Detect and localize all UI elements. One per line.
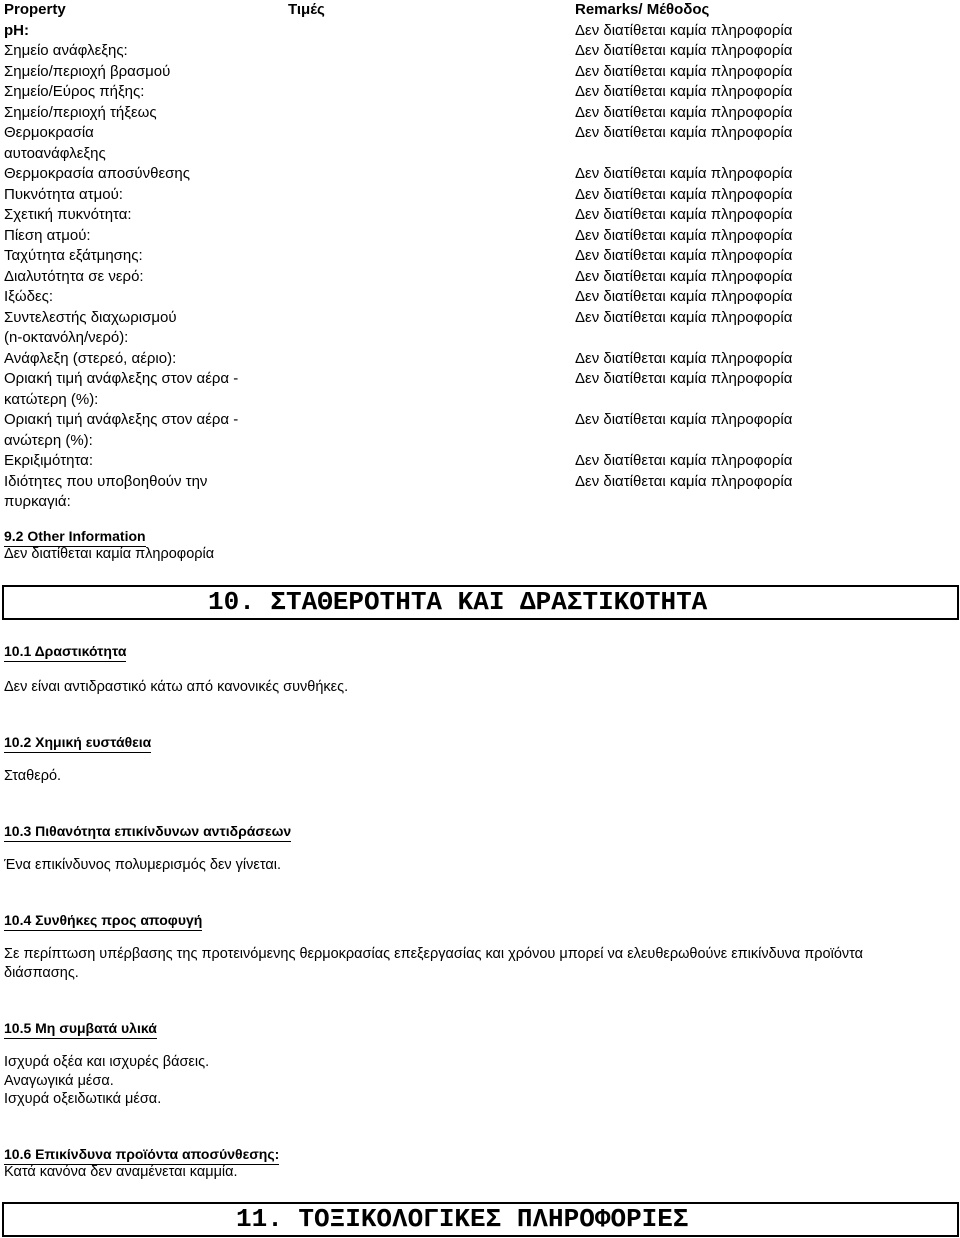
property-remark: Δεν διατίθεται καμία πληροφορία <box>575 288 793 305</box>
subsection-10-2-text: Σταθερό. <box>4 768 62 784</box>
property-label: Διαλυτότητα σε νερό: <box>4 267 144 285</box>
property-label: (n-οκτανόλη/νερό): <box>4 329 129 346</box>
property-label: αυτοανάφλεξης <box>4 144 106 162</box>
property-label: Οριακή τιμή ανάφλεξης στον αέρα - <box>4 370 239 387</box>
other-info-text: Δεν διατίθεται καμία πληροφορία <box>4 546 215 562</box>
property-remark: Δεν διατίθεται καμία πληροφορία <box>575 21 793 39</box>
property-label: ανώτερη (%): <box>4 431 93 449</box>
section-11-title: 11. ΤΟΞΙΚΟΛΟΓΙΚΕΣ ΠΛΗΡΟΦΟΡΙΕΣ <box>236 1204 689 1234</box>
subsection-10-4-text-cont: διάσπασης. <box>4 965 79 981</box>
property-remark: Δεν διατίθεται καμία πληροφορία <box>575 472 793 490</box>
subsection-10-5-line: Ισχυρά οξέα και ισχυρές βάσεις. <box>4 1054 210 1070</box>
property-label: Ανάφλεξη (στερεό, αέριο): <box>4 349 177 367</box>
section-11-header-box <box>2 1202 959 1237</box>
property-label: Σχετική πυκνότητα: <box>4 206 132 223</box>
header-remarks: Remarks/ Μέθοδος <box>575 1 710 18</box>
property-label: Οριακή τιμή ανάφλεξης στον αέρα - <box>4 411 239 428</box>
subsection-10-6-text: Κατά κανόνα δεν αναμένεται καμμία. <box>4 1164 238 1180</box>
section-10-header-box <box>2 585 959 620</box>
subsection-10-5-line: Αναγωγικά μέσα. <box>4 1073 114 1089</box>
property-remark: Δεν διατίθεται καμία πληροφορία <box>575 165 793 182</box>
property-label: Συντελεστής διαχωρισμού <box>4 308 177 326</box>
subsection-10-3-text: Ένα επικίνδυνος πολυμερισμός δεν γίνεται. <box>4 857 282 873</box>
subsection-10-3-title: 10.3 Πιθανότητα επικίνδυνων αντιδράσεων <box>4 822 291 842</box>
property-remark: Δεν διατίθεται καμία πληροφορία <box>575 226 793 244</box>
subsection-10-2-title: 10.2 Χημική ευστάθεια <box>4 733 151 753</box>
property-label: Σημείο/περιοχή βρασμού <box>4 62 171 80</box>
property-label: Θερμοκρασία <box>4 124 94 141</box>
subsection-10-6-title: 10.6 Επικίνδυνα προϊόντα αποσύνθεσης: <box>4 1145 279 1165</box>
section-10-title: 10. ΣΤΑΘΕΡΟΤΗΤΑ ΚΑΙ ΔΡΑΣΤΙΚΟΤΗΤΑ <box>208 587 708 617</box>
header-value: Τιμές <box>288 1 325 18</box>
property-label: Σημείο/περιοχή τήξεως <box>4 103 157 121</box>
subsection-10-5-line: Ισχυρά οξειδωτικά μέσα. <box>4 1091 162 1107</box>
property-remark: Δεν διατίθεται καμία πληροφορία <box>575 83 793 100</box>
property-remark: Δεν διατίθεται καμία πληροφορία <box>575 370 793 387</box>
property-label: Εκριξιμότητα: <box>4 452 94 469</box>
property-remark: Δεν διατίθεται καμία πληροφορία <box>575 247 793 264</box>
subsection-10-4-title: 10.4 Συνθήκες προς αποφυγή <box>4 911 202 931</box>
property-label: Σημείο ανάφλεξης: <box>4 42 128 59</box>
property-label: Πυκνότητα ατμού: <box>4 185 123 203</box>
header-property: Property <box>4 1 66 18</box>
property-remark: Δεν διατίθεται καμία πληροφορία <box>575 308 793 326</box>
property-label: κατώτερη (%): <box>4 390 99 408</box>
property-remark: Δεν διατίθεται καμία πληροφορία <box>575 103 793 121</box>
property-label: Ιξώδες: <box>4 288 54 305</box>
property-label: Σημείο/Εύρος πήξης: <box>4 83 145 100</box>
property-remark: Δεν διατίθεται καμία πληροφορία <box>575 124 793 141</box>
subsection-10-5-title: 10.5 Μη συμβατά υλικά <box>4 1019 157 1039</box>
property-remark: Δεν διατίθεται καμία πληροφορία <box>575 62 793 80</box>
property-remark: Δεν διατίθεται καμία πληροφορία <box>575 206 793 223</box>
property-remark: Δεν διατίθεται καμία πληροφορία <box>575 42 793 59</box>
property-remark: Δεν διατίθεται καμία πληροφορία <box>575 452 793 469</box>
other-info-title: 9.2 Other Information <box>4 527 146 547</box>
property-remark: Δεν διατίθεται καμία πληροφορία <box>575 267 793 285</box>
property-label: Πίεση ατμού: <box>4 226 91 244</box>
property-label: Θερμοκρασία αποσύνθεσης <box>4 165 190 182</box>
property-label: pH: <box>4 21 29 39</box>
property-remark: Δεν διατίθεται καμία πληροφορία <box>575 185 793 203</box>
subsection-10-1-title: 10.1 Δραστικότητα <box>4 642 126 662</box>
property-label: Ιδιότητες που υποβοηθούν την <box>4 472 208 490</box>
subsection-10-1-text: Δεν είναι αντιδραστικό κάτω από κανονικές συνθήκες. <box>4 679 349 695</box>
property-remark: Δεν διατίθεται καμία πληροφορία <box>575 349 793 367</box>
property-remark: Δεν διατίθεται καμία πληροφορία <box>575 411 793 428</box>
subsection-10-4-text: Σε περίπτωση υπέρβασης της προτεινόμενης θερμοκρασίας επεξεργασίας και χρόνου μπορεί να ελευθερωθούνε επικίνδυνα προϊόντα <box>4 946 864 962</box>
property-label: πυρκαγιά: <box>4 493 71 510</box>
property-label: Ταχύτητα εξάτμησης: <box>4 247 143 264</box>
